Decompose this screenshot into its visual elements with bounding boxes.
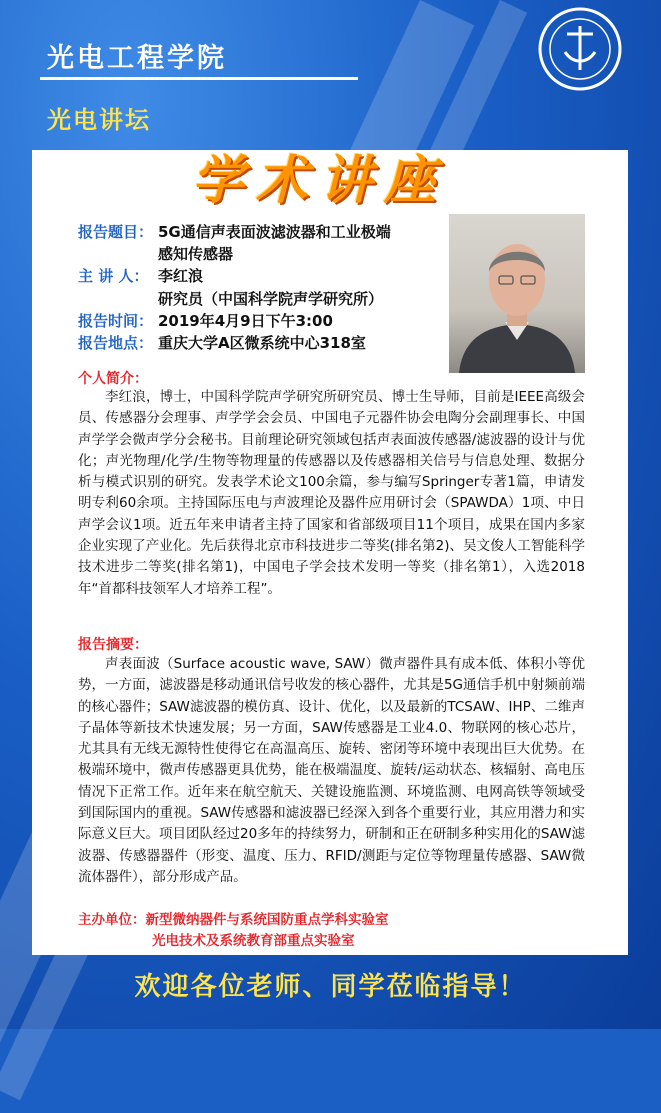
speaker-photo (449, 214, 585, 373)
bio-title: 个人简介： (78, 371, 148, 387)
speaker-name: 李红浪 (158, 267, 204, 285)
topic-row (78, 222, 391, 243)
speaker-row (78, 266, 203, 287)
college-name: 光电工程学院 (47, 43, 227, 74)
time-value: 2019年4月9日下午3:00 (158, 312, 333, 330)
host-unit-2: 光电技术及系统教育部重点实验室 (152, 933, 355, 949)
place-row (78, 333, 366, 354)
host-row-2 (152, 931, 355, 952)
host-row-1 (78, 910, 389, 931)
speaker-label: 主 讲 人： (78, 267, 149, 285)
welcome-banner: 欢迎各位老师、同学莅临指导！ (134, 972, 527, 1002)
header-divider (40, 77, 358, 80)
host-label: 主办单位： (78, 912, 146, 928)
speaker-title-row (158, 289, 383, 310)
lecture-title: 学术讲座 (191, 150, 448, 211)
speaker-portrait-icon (449, 214, 585, 373)
speaker-title: 研究员（中国科学院声学研究所） (158, 290, 384, 308)
topic-line2: 感知传感器 (158, 245, 234, 263)
place-value: 重庆大学A区微系统中心318室 (158, 334, 366, 352)
bio-text: 李红浪，博士，中国科学院声学研究所研究员、博士生导师，目前是IEEE高级会员、传感器分会理事、声学学会会员、中国电子元器件协会电陶分会副理事长、中国声学学会微声学分会秘书。目前理论研究领域包括声表面波传感器/滤波器的设计与优化；声光物理/化学/生物等物理量的传感器以及传感器相关信号与信息处理、数据分析与模式识别的研究。发表学术论文100余篇，参与编写Springer专著1篇，申请发明专利60余项。主持国际压电与声波理论及器件应用研讨会（SPAWDA）1项、中日声学会议1项。近五年来申请者主持了国家和省部级项目11个项目，成果在国内多家企业实现了产业化。先后获得北京市科技进步二等奖(排名第2)、吴文俊人工智能科学技术进步二等奖(排名第1)，中国电子学会技术发明一等奖（排名第1），入选2018年“首都科技领军人才培养工程”。 (78, 389, 585, 597)
topic-line1: 5G通信声表面波滤波器和工业极端 (158, 223, 391, 241)
time-row (78, 311, 333, 332)
topic-label: 报告题目： (78, 223, 154, 241)
forum-name: 光电讲坛 (47, 106, 151, 134)
host-unit-1: 新型微纳器件与系统国防重点学科实验室 (145, 912, 389, 928)
university-logo-icon (535, 4, 625, 94)
topic-row-2 (158, 244, 233, 265)
time-label: 报告时间： (78, 312, 154, 330)
abstract-text: 声表面波（Surface acoustic wave, SAW）微声器件具有成本低、体积小等优势，一方面，滤波器是移动通讯信号收发的核心器件，尤其是5G通信手机中射频前端的核心器件；SAW滤波器的模仿真、设计、优化，以及最新的TCSAW、IHP、二维声子晶体等新技术快速发展；另一方面，SAW传感器是工业4.0、物联网的核心芯片，尤其具有无线无源特性使得它在高温高压、旋转、密闭等环境中表现出巨大优势。在极端环境中，微声传感器更具优势，能在极端温度、旋转/运动状态、核辐射、高电压情况下正常工作。近年来在航空航天、关键设施监测、环境监测、电网高铁等领域受到国际国内的重视。SAW传感器和滤波器已经深入到各个重要行业，其应用潜力和实际意义巨大。项目团队经过20多年的持续努力，研制和正在研制多种实用化的SAW滤波器、传感器器件（形变、温度、压力、RFID/测距与定位等物理量传感器、SAW微流体器件），部分形成产品。 (78, 656, 585, 885)
place-label: 报告地点： (78, 334, 154, 352)
abstract-title: 报告摘要： (78, 637, 148, 653)
